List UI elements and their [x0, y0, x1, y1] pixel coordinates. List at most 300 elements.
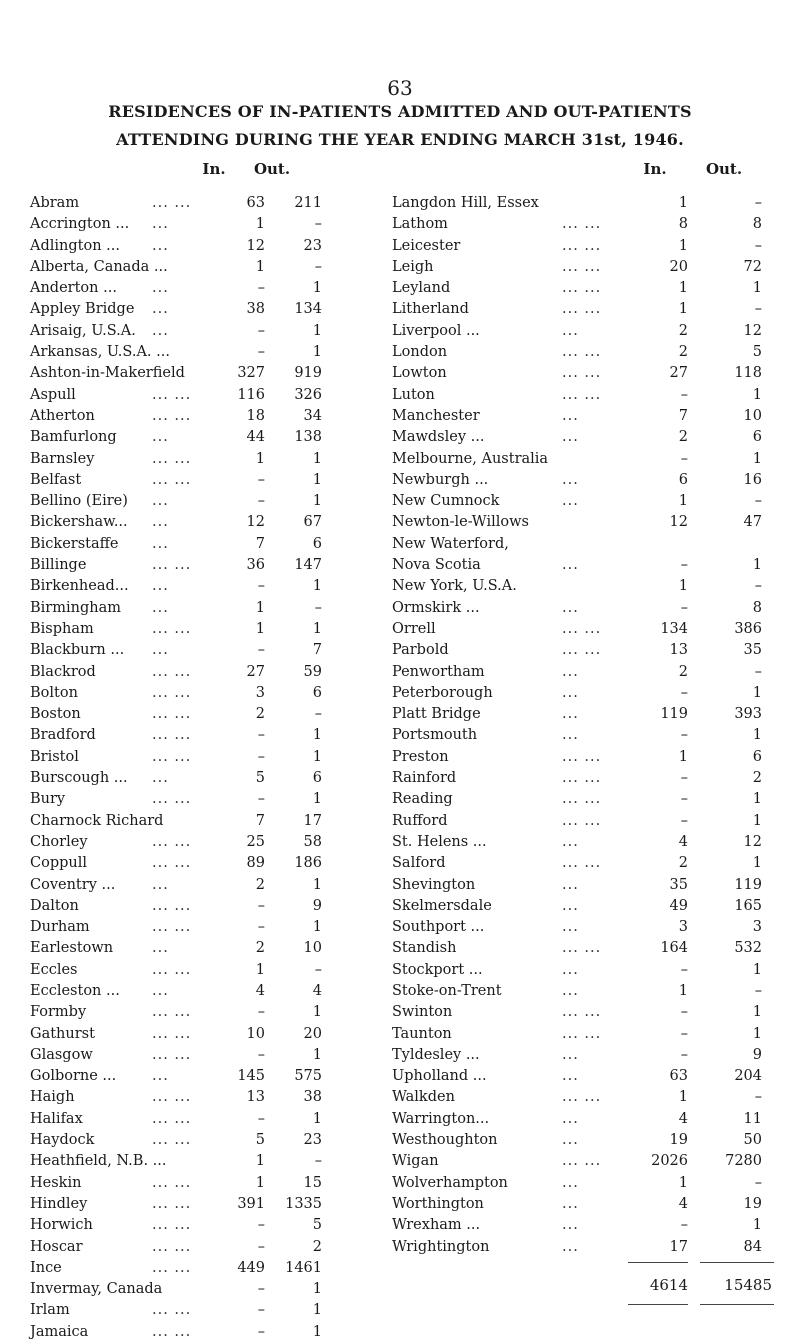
out-count: 50	[743, 1132, 762, 1149]
in-count: –	[680, 684, 688, 701]
table-row	[392, 406, 782, 427]
table-row	[392, 321, 782, 342]
leader-dots: ...	[562, 833, 579, 850]
in-count: 63	[246, 195, 265, 211]
table-row	[30, 875, 350, 896]
place-name: Gathurst	[30, 1025, 95, 1042]
leader-dots: ...	[152, 535, 169, 552]
table-row	[392, 1194, 782, 1215]
in-count: –	[257, 1323, 265, 1340]
place-name: Jamaica	[30, 1323, 89, 1340]
left-in-header: In.	[202, 160, 226, 178]
table-row	[392, 747, 782, 768]
place-name: Reading	[392, 791, 453, 808]
in-count: 36	[246, 557, 265, 574]
total-rule-out-top	[700, 1262, 774, 1263]
place-name: Charnock Richard	[30, 812, 164, 829]
leader-dots: ... ...	[562, 748, 602, 765]
in-count: –	[680, 1025, 688, 1042]
table-row	[392, 555, 782, 576]
in-count: –	[257, 493, 265, 510]
place-name: Platt Bridge	[392, 706, 481, 723]
place-name: Invermay, Canada	[30, 1281, 163, 1298]
in-count: 7	[255, 812, 265, 829]
place-name: Hoscar	[30, 1238, 83, 1255]
in-count: 38	[246, 301, 265, 318]
table-row	[30, 640, 350, 661]
in-count: 5	[255, 770, 265, 787]
out-count: 6	[752, 429, 762, 446]
in-count: –	[257, 1110, 265, 1127]
out-count: 1	[752, 280, 762, 297]
place-name: Lathom	[392, 216, 448, 233]
in-count: 2	[678, 429, 688, 446]
place-name: New York, U.S.A.	[392, 578, 517, 595]
out-count: 12	[743, 322, 762, 339]
leader-dots: ... ...	[562, 1089, 602, 1106]
place-name: Bickershaw...	[30, 514, 128, 531]
leader-dots: ...	[562, 1195, 579, 1212]
in-count: –	[257, 1046, 265, 1063]
left-out-header: Out.	[253, 160, 291, 178]
table-row	[392, 1109, 782, 1130]
out-count: 4	[312, 982, 322, 999]
place-name: Bradford	[30, 727, 96, 744]
leader-dots: ...	[562, 1238, 579, 1255]
place-name: Aspull	[30, 386, 76, 403]
table-row	[30, 1215, 350, 1236]
in-count: 7	[255, 535, 265, 552]
table-row	[30, 470, 350, 491]
leader-dots: ...	[152, 429, 169, 446]
table-row	[30, 214, 350, 235]
leader-dots: ...	[152, 578, 169, 595]
in-count: 20	[669, 258, 688, 275]
out-count: 393	[734, 706, 762, 723]
in-count: 12	[246, 514, 265, 531]
in-count: –	[680, 1217, 688, 1234]
table-row	[392, 1045, 782, 1066]
in-count: 391	[237, 1195, 265, 1212]
table-row	[30, 938, 350, 959]
in-count: 145	[237, 1068, 265, 1085]
out-count: 1	[312, 344, 322, 361]
place-name: Newburgh ...	[392, 471, 489, 488]
place-name: Coventry ...	[30, 876, 116, 893]
in-count: 89	[246, 855, 265, 872]
leader-dots: ... ...	[152, 1089, 192, 1106]
out-count: 5	[312, 1217, 322, 1234]
table-row	[392, 981, 782, 1002]
table-row	[392, 299, 782, 320]
in-count: 4	[255, 982, 265, 999]
place-name: Litherland	[392, 301, 469, 318]
right-in-header: In.	[643, 160, 667, 178]
out-count: –	[754, 1089, 762, 1106]
place-name: London	[392, 344, 448, 361]
in-count: 2	[678, 322, 688, 339]
out-count: 1	[312, 919, 322, 936]
leader-dots: ... ...	[152, 1195, 192, 1212]
place-name: Peterborough	[392, 684, 493, 701]
table-row	[30, 257, 350, 278]
table-row	[392, 1066, 782, 1087]
in-count: –	[680, 791, 688, 808]
table-row	[30, 704, 350, 725]
leader-dots: ... ...	[152, 1132, 192, 1149]
place-name: Leigh	[392, 258, 434, 275]
in-count: 2	[255, 876, 265, 893]
in-count: 1	[255, 1174, 265, 1191]
place-name: Durham	[30, 919, 90, 936]
out-count: 19	[743, 1195, 762, 1212]
leader-dots: ... ...	[152, 1323, 192, 1340]
in-count: 2	[678, 855, 688, 872]
out-count: 35	[743, 642, 762, 659]
place-name: Haydock	[30, 1132, 95, 1149]
leader-dots: ...	[562, 684, 579, 701]
place-name: Shevington	[392, 876, 476, 893]
leader-dots: ... ...	[152, 663, 192, 680]
out-count: 7	[312, 642, 322, 659]
leader-dots: ... ...	[152, 1004, 192, 1021]
out-count: –	[754, 237, 762, 254]
place-name: Belfast	[30, 471, 82, 488]
out-count: 72	[743, 258, 762, 275]
leader-dots: ... ...	[562, 940, 602, 957]
leader-dots: ... ...	[562, 386, 602, 403]
place-name: Warrington...	[392, 1110, 490, 1127]
table-row	[30, 832, 350, 853]
place-name: Appley Bridge	[30, 301, 135, 318]
out-count: 67	[303, 514, 322, 531]
table-row	[30, 811, 350, 832]
table-row	[30, 406, 350, 427]
out-count: 118	[734, 365, 762, 382]
in-count: 1	[255, 258, 265, 275]
in-count: 1	[255, 1153, 265, 1170]
table-row	[392, 193, 782, 214]
place-name: Luton	[392, 386, 435, 403]
out-count: –	[314, 216, 322, 233]
table-row	[30, 725, 350, 746]
in-count: –	[680, 1046, 688, 1063]
out-count: 1	[312, 1046, 322, 1063]
leader-dots: ... ...	[562, 301, 602, 318]
leader-dots: ...	[152, 301, 169, 318]
place-name: Bickerstaffe	[30, 535, 119, 552]
out-count: 211	[294, 195, 322, 211]
right-residence-table	[392, 193, 782, 1258]
table-row	[30, 1002, 350, 1023]
out-count: –	[754, 1174, 762, 1191]
out-count: 1	[752, 684, 762, 701]
leader-dots: ...	[152, 280, 169, 297]
table-row	[30, 512, 350, 533]
leader-dots: ...	[562, 961, 579, 978]
in-count: 17	[669, 1238, 688, 1255]
table-row	[30, 449, 350, 470]
leader-dots: ...	[152, 514, 169, 531]
in-count: 2	[678, 344, 688, 361]
leader-dots: ... ...	[152, 407, 192, 424]
table-row	[392, 236, 782, 257]
leader-dots: ...	[562, 897, 579, 914]
out-count: 17	[303, 812, 322, 829]
leader-dots: ...	[562, 1110, 579, 1127]
leader-dots: ... ...	[562, 280, 602, 297]
leader-dots: ... ...	[562, 642, 602, 659]
in-count: 116	[237, 386, 265, 403]
in-count: 1	[255, 620, 265, 637]
leader-dots: ...	[562, 706, 579, 723]
place-name: Dalton	[30, 897, 79, 914]
leader-dots: ... ...	[152, 897, 192, 914]
place-name: Melbourne, Australia	[392, 450, 549, 467]
in-count: –	[257, 791, 265, 808]
in-count: 2	[255, 706, 265, 723]
out-count: –	[754, 578, 762, 595]
total-rule-out-bottom	[700, 1304, 774, 1305]
table-row	[30, 236, 350, 257]
table-row	[30, 981, 350, 1002]
table-row	[30, 193, 350, 214]
place-name: Upholland ...	[392, 1068, 487, 1085]
place-name: Glasgow	[30, 1046, 93, 1063]
out-count: 3	[752, 919, 762, 936]
in-count: 12	[246, 237, 265, 254]
in-count: –	[257, 897, 265, 914]
out-count: 1	[312, 1004, 322, 1021]
leader-dots: ...	[562, 493, 579, 510]
table-row	[392, 1173, 782, 1194]
out-count: 84	[743, 1238, 762, 1255]
place-name: Southport ...	[392, 919, 485, 936]
out-count: 165	[734, 897, 762, 914]
place-name: Liverpool ...	[392, 322, 480, 339]
table-row	[392, 789, 782, 810]
in-count: 7	[678, 407, 688, 424]
leader-dots: ...	[152, 237, 169, 254]
in-count: –	[680, 450, 688, 467]
place-name: Blackrod	[30, 663, 96, 680]
table-row	[392, 832, 782, 853]
in-count: –	[680, 961, 688, 978]
leader-dots: ... ...	[152, 1259, 192, 1276]
place-name: Heathfield, N.B. ...	[30, 1153, 167, 1170]
in-count: 8	[678, 216, 688, 233]
leader-dots: ... ...	[152, 386, 192, 403]
leader-dots: ...	[152, 982, 169, 999]
place-name: Parbold	[392, 642, 449, 659]
leader-dots: ...	[152, 322, 169, 339]
place-name: Stockport ...	[392, 961, 483, 978]
out-count: 6	[312, 535, 322, 552]
out-count: 204	[734, 1068, 762, 1085]
in-count: 27	[669, 365, 688, 382]
table-row	[392, 619, 782, 640]
in-count: –	[257, 1302, 265, 1319]
place-name: Wigan	[392, 1153, 439, 1170]
table-row	[392, 1215, 782, 1236]
in-count: 25	[246, 833, 265, 850]
table-row	[30, 278, 350, 299]
place-name: Manchester	[392, 407, 480, 424]
place-name: Boston	[30, 706, 81, 723]
leader-dots: ...	[562, 471, 579, 488]
total-rule-in-top	[628, 1262, 688, 1263]
leader-dots: ...	[562, 982, 579, 999]
leader-dots: ...	[152, 642, 169, 659]
leader-dots: ...	[562, 407, 579, 424]
out-count: –	[314, 961, 322, 978]
in-count: 44	[246, 429, 265, 446]
out-count: 1	[312, 471, 322, 488]
table-row	[392, 683, 782, 704]
table-row	[30, 1322, 350, 1343]
in-count: 327	[237, 365, 265, 382]
table-row	[30, 555, 350, 576]
place-name: Birmingham	[30, 599, 121, 616]
table-row	[30, 1279, 350, 1300]
table-row	[30, 1045, 350, 1066]
leader-dots: ... ...	[152, 919, 192, 936]
leader-dots: ... ...	[562, 237, 602, 254]
table-row	[30, 576, 350, 597]
out-count: 326	[294, 386, 322, 403]
out-count: 1	[312, 1323, 322, 1340]
place-name: Rainford	[392, 770, 457, 787]
left-residence-table	[30, 193, 350, 1343]
place-name: Blackburn ...	[30, 642, 125, 659]
in-count: 49	[669, 897, 688, 914]
out-count: 5	[752, 344, 762, 361]
leader-dots: ... ...	[152, 748, 192, 765]
in-count: 1	[678, 982, 688, 999]
table-row	[392, 427, 782, 448]
in-count: 1	[678, 280, 688, 297]
leader-dots: ...	[562, 557, 579, 574]
place-name: Abram	[30, 195, 80, 211]
out-count: 1	[312, 450, 322, 467]
leader-dots: ... ...	[152, 1238, 192, 1255]
in-count: –	[257, 344, 265, 361]
out-count: 12	[743, 833, 762, 850]
table-row	[392, 1024, 782, 1045]
leader-dots: ... ...	[562, 344, 602, 361]
in-count: 1	[255, 599, 265, 616]
total-rule-in-bottom	[628, 1304, 688, 1305]
leader-dots: ... ...	[562, 770, 602, 787]
out-count: 47	[743, 514, 762, 531]
leader-dots: ... ...	[562, 855, 602, 872]
table-row	[30, 363, 350, 384]
table-row	[392, 1087, 782, 1108]
in-count: –	[257, 471, 265, 488]
out-count: 1	[752, 386, 762, 403]
in-count: 18	[246, 407, 265, 424]
in-count: 6	[678, 471, 688, 488]
in-count: 1	[678, 748, 688, 765]
leader-dots: ... ...	[562, 216, 602, 233]
leader-dots: ...	[562, 663, 579, 680]
leader-dots: ...	[152, 216, 169, 233]
in-count: 1	[678, 237, 688, 254]
out-count: 9	[752, 1046, 762, 1063]
out-count: 1	[752, 450, 762, 467]
table-row	[30, 917, 350, 938]
leader-dots: ... ...	[152, 791, 192, 808]
table-row	[392, 576, 782, 597]
leader-dots: ...	[562, 599, 579, 616]
in-count: –	[257, 727, 265, 744]
out-count: 1461	[285, 1259, 322, 1276]
leader-dots: ...	[152, 940, 169, 957]
out-count: 119	[734, 876, 762, 893]
in-count: –	[680, 812, 688, 829]
leader-dots: ...	[152, 1068, 169, 1085]
table-row	[30, 1258, 350, 1279]
out-count: 919	[294, 365, 322, 382]
leader-dots: ...	[562, 429, 579, 446]
out-count: 1	[752, 727, 762, 744]
table-row	[392, 512, 782, 533]
in-count: –	[680, 599, 688, 616]
table-row	[30, 1130, 350, 1151]
place-name: Burscough ...	[30, 770, 128, 787]
table-row	[30, 662, 350, 683]
out-count: 2	[312, 1238, 322, 1255]
in-count: –	[257, 642, 265, 659]
table-row	[392, 449, 782, 470]
out-count: 1	[752, 855, 762, 872]
table-row	[30, 534, 350, 555]
in-count: 13	[669, 642, 688, 659]
table-row	[392, 598, 782, 619]
out-count: 134	[294, 301, 322, 318]
table-row	[392, 257, 782, 278]
table-row	[392, 1237, 782, 1258]
leader-dots: ... ...	[152, 1110, 192, 1127]
out-count: 6	[312, 770, 322, 787]
out-count: 138	[294, 429, 322, 446]
in-count: 63	[669, 1068, 688, 1085]
place-name: Orrell	[392, 620, 436, 637]
table-row	[30, 896, 350, 917]
leader-dots: ...	[562, 322, 579, 339]
place-name: Bellino (Eire)	[30, 493, 128, 510]
leader-dots: ...	[562, 876, 579, 893]
leader-dots: ... ...	[152, 1174, 192, 1191]
place-name: Skelmersdale	[392, 897, 492, 914]
out-count: 2	[752, 770, 762, 787]
leader-dots: ...	[562, 1046, 579, 1063]
out-count: 1	[312, 578, 322, 595]
leader-dots: ... ...	[562, 365, 602, 382]
table-row	[30, 1194, 350, 1215]
table-row	[392, 278, 782, 299]
table-row	[30, 1024, 350, 1045]
total-in: 4614	[649, 1276, 688, 1294]
table-row	[392, 1130, 782, 1151]
out-count: 1	[312, 748, 322, 765]
in-count: –	[257, 748, 265, 765]
out-count: –	[314, 258, 322, 275]
place-name: Chorley	[30, 833, 88, 850]
page-title-line-1: RESIDENCES OF IN-PATIENTS ADMITTED AND OUT-PATIENTS	[108, 102, 692, 121]
leader-dots: ... ...	[152, 1302, 192, 1319]
leader-dots: ... ...	[562, 620, 602, 637]
